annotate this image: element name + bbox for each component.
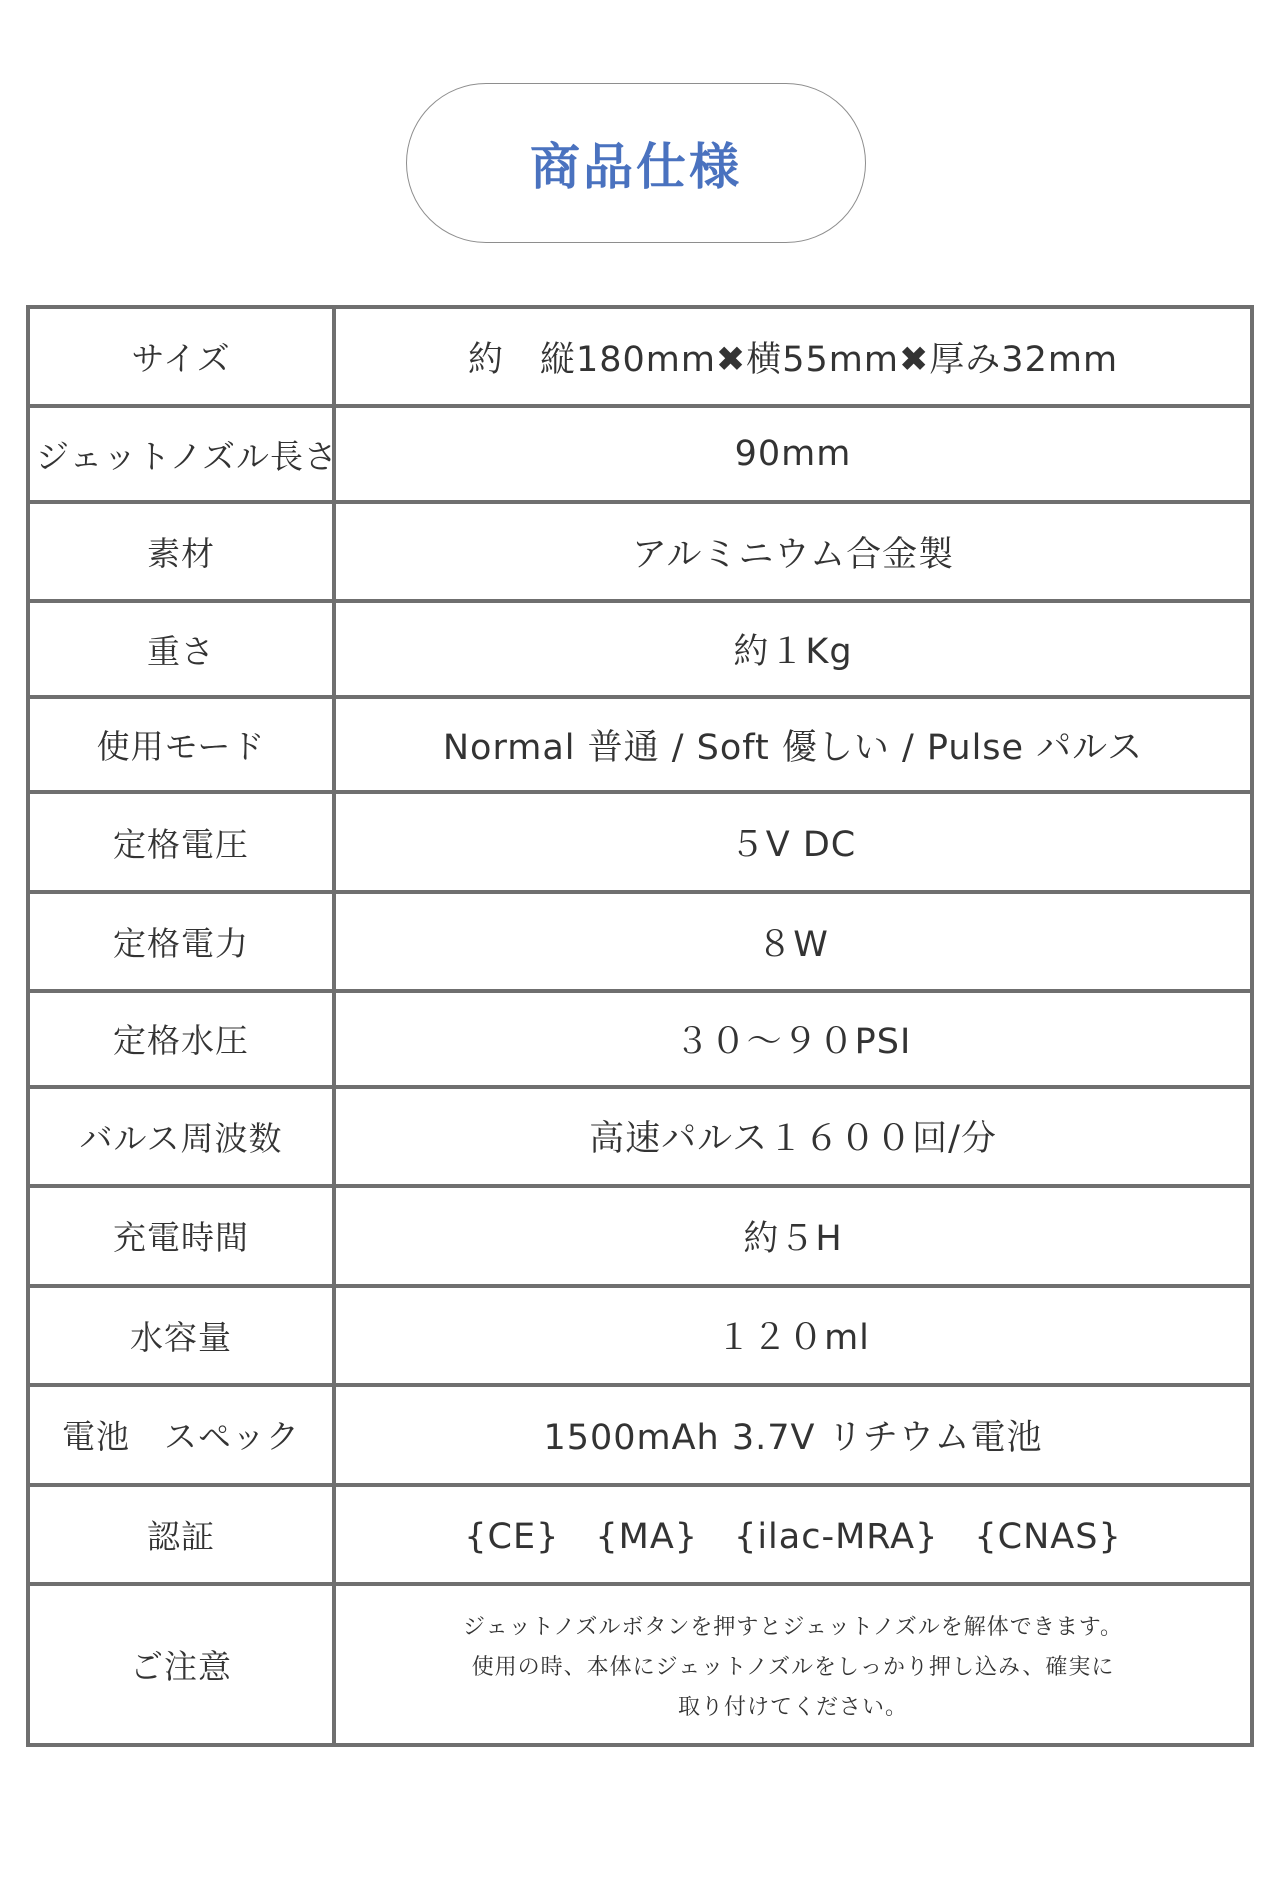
spec-label: 重さ — [28, 601, 334, 696]
spec-row-charge-time — [28, 1186, 1252, 1285]
page-title: 商品仕様 — [530, 138, 742, 196]
notes-label: ご注意 — [28, 1584, 334, 1745]
notes-line: 取り付けてください。 — [677, 1694, 908, 1720]
spec-value: {CE} {MA} {ilac-MRA} {CNAS} — [334, 1485, 1252, 1584]
spec-value: 90mm — [334, 406, 1252, 501]
spec-label: バルス周波数 — [28, 1087, 334, 1186]
spec-row-material — [28, 502, 1252, 601]
spec-label: 認証 — [28, 1485, 334, 1584]
spec-value: ５V DC — [334, 792, 1252, 891]
spec-label: 水容量 — [28, 1286, 334, 1385]
spec-label: 定格電力 — [28, 892, 334, 991]
spec-row-notes — [28, 1584, 1252, 1745]
spec-label: サイズ — [28, 307, 334, 406]
spec-row-size — [28, 307, 1252, 406]
spec-value: 約 縦180mm✖横55mm✖厚み32mm — [334, 307, 1252, 406]
spec-label: 使用モード — [28, 697, 334, 792]
spec-row-pulse-frequency — [28, 1087, 1252, 1186]
spec-row-nozzle-length — [28, 406, 1252, 501]
spec-value: １２０ml — [334, 1286, 1252, 1385]
spec-row-weight — [28, 601, 1252, 696]
spec-table — [26, 305, 1254, 1747]
spec-label: 定格水圧 — [28, 991, 334, 1086]
spec-row-rated-power — [28, 892, 1252, 991]
spec-label: 素材 — [28, 502, 334, 601]
spec-value: Normal 普通 / Soft 優しい / Pulse パルス — [334, 697, 1252, 792]
spec-row-mode — [28, 697, 1252, 792]
spec-label: 電池 スペック — [28, 1385, 334, 1484]
spec-row-rated-voltage — [28, 792, 1252, 891]
spec-value: 約１Kg — [334, 601, 1252, 696]
spec-label: ジェットノズル長さ — [28, 406, 334, 501]
spec-value: ８W — [334, 892, 1252, 991]
spec-value: 約５H — [334, 1186, 1252, 1285]
notes-line: 使用の時、本体にジェットノズルをしっかり押し込み、確実に — [471, 1654, 1115, 1680]
notes-line: ジェットノズルボタンを押すとジェットノズルを解体できます。 — [463, 1614, 1123, 1640]
title-pill — [406, 83, 866, 243]
spec-value: アルミニウム合金製 — [334, 502, 1252, 601]
spec-row-water-pressure — [28, 991, 1252, 1086]
spec-row-certification — [28, 1485, 1252, 1584]
spec-label: 定格電圧 — [28, 792, 334, 891]
spec-value: 1500mAh 3.7V リチウム電池 — [334, 1385, 1252, 1484]
spec-value: ３０～９０PSI — [334, 991, 1252, 1086]
spec-label: 充電時間 — [28, 1186, 334, 1285]
notes-text — [334, 1584, 1252, 1745]
spec-row-water-capacity — [28, 1286, 1252, 1385]
spec-row-battery — [28, 1385, 1252, 1484]
spec-value: 高速パルス１６００回/分 — [334, 1087, 1252, 1186]
